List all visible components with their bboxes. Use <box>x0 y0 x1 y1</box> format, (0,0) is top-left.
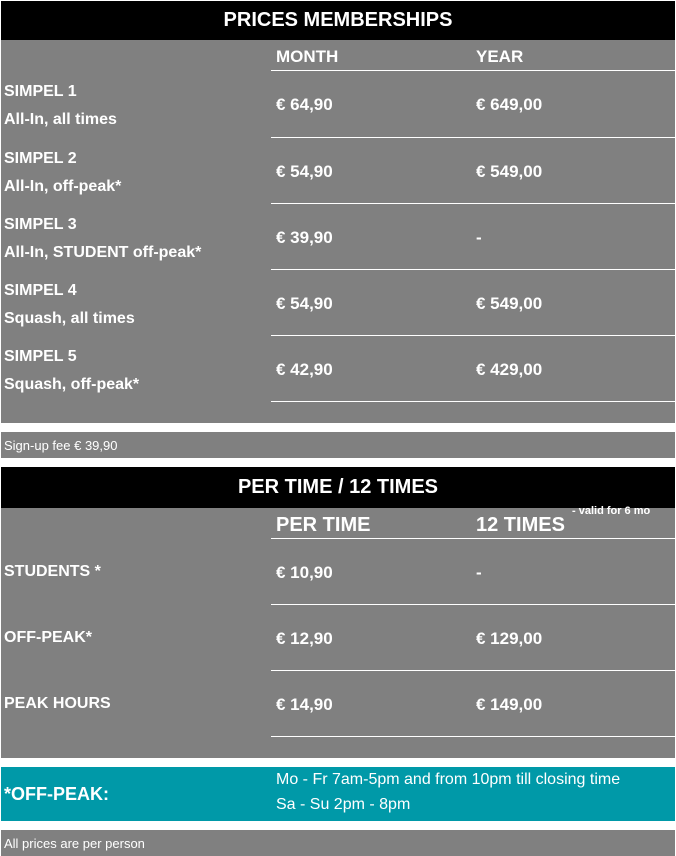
plan-desc: Squash, all times <box>4 310 135 327</box>
plan-name: SIMPEL 1 <box>4 83 77 100</box>
offpeak-label: *OFF-PEAK: <box>4 784 109 804</box>
table-row <box>4 558 101 586</box>
table-row <box>4 78 117 134</box>
per-time-title-text: PER TIME / 12 TIMES <box>237 476 439 498</box>
row-divider <box>271 604 675 605</box>
per-time-title <box>1 467 675 508</box>
price-year: € 549,00 <box>476 294 543 313</box>
memberships-title-text: PRICES MEMBERSHIPS <box>223 9 453 31</box>
table-row <box>4 624 92 652</box>
table-row <box>4 277 135 333</box>
row-divider <box>271 538 675 539</box>
row-divider <box>271 670 675 671</box>
plan-desc: All-In, all times <box>4 111 117 128</box>
row-divider <box>271 137 675 138</box>
validity-note: - valid for 6 mo <box>572 505 651 517</box>
col-header-12-times: 12 TIMES <box>476 514 565 536</box>
plan-name: SIMPEL 4 <box>4 282 77 299</box>
table-row <box>4 145 121 201</box>
price-per-time: € 10,90 <box>276 563 333 582</box>
category-name: PEAK HOURS <box>4 695 111 712</box>
table-row <box>4 211 201 267</box>
footer-note: All prices are per person <box>4 836 145 851</box>
row-divider <box>271 335 675 336</box>
price-12-times: € 149,00 <box>476 695 543 714</box>
table-row <box>4 690 111 718</box>
price-month: € 64,90 <box>276 95 333 114</box>
price-12-times: € 129,00 <box>476 629 543 648</box>
offpeak-hours-weekdays: Mo - Fr 7am-5pm and from 10pm till closing time <box>276 771 621 788</box>
price-year: € 429,00 <box>476 360 543 379</box>
price-per-time: € 12,90 <box>276 629 333 648</box>
row-divider <box>271 736 675 737</box>
row-divider <box>271 269 675 270</box>
price-year: € 549,00 <box>476 162 543 181</box>
col-header-month: MONTH <box>276 47 339 66</box>
price-month: € 54,90 <box>276 162 333 181</box>
plan-name: SIMPEL 2 <box>4 150 77 167</box>
offpeak-hours-weekend: Sa - Su 2pm - 8pm <box>276 796 411 813</box>
row-divider <box>271 70 675 71</box>
row-divider <box>271 203 675 204</box>
col-header-per-time: PER TIME <box>276 514 371 536</box>
category-name: OFF-PEAK* <box>4 629 92 646</box>
plan-desc: All-In, STUDENT off-peak* <box>4 244 202 261</box>
plan-name: SIMPEL 3 <box>4 216 77 233</box>
category-name: STUDENTS * <box>4 563 101 580</box>
per-time-table <box>1 508 675 758</box>
price-month: € 54,90 <box>276 294 333 313</box>
memberships-title <box>1 1 675 40</box>
price-year: € 649,00 <box>476 95 543 114</box>
signup-fee-text: Sign-up fee € 39,90 <box>4 438 118 453</box>
plan-desc: All-In, off-peak* <box>4 178 122 195</box>
price-year: - <box>476 228 482 247</box>
col-header-year: YEAR <box>476 47 524 66</box>
plan-name: SIMPEL 5 <box>4 348 77 365</box>
price-month: € 42,90 <box>276 360 333 379</box>
price-month: € 39,90 <box>276 228 333 247</box>
price-per-time: € 14,90 <box>276 695 333 714</box>
table-row <box>4 343 139 399</box>
price-12-times: - <box>476 563 482 582</box>
plan-desc: Squash, off-peak* <box>4 376 140 393</box>
